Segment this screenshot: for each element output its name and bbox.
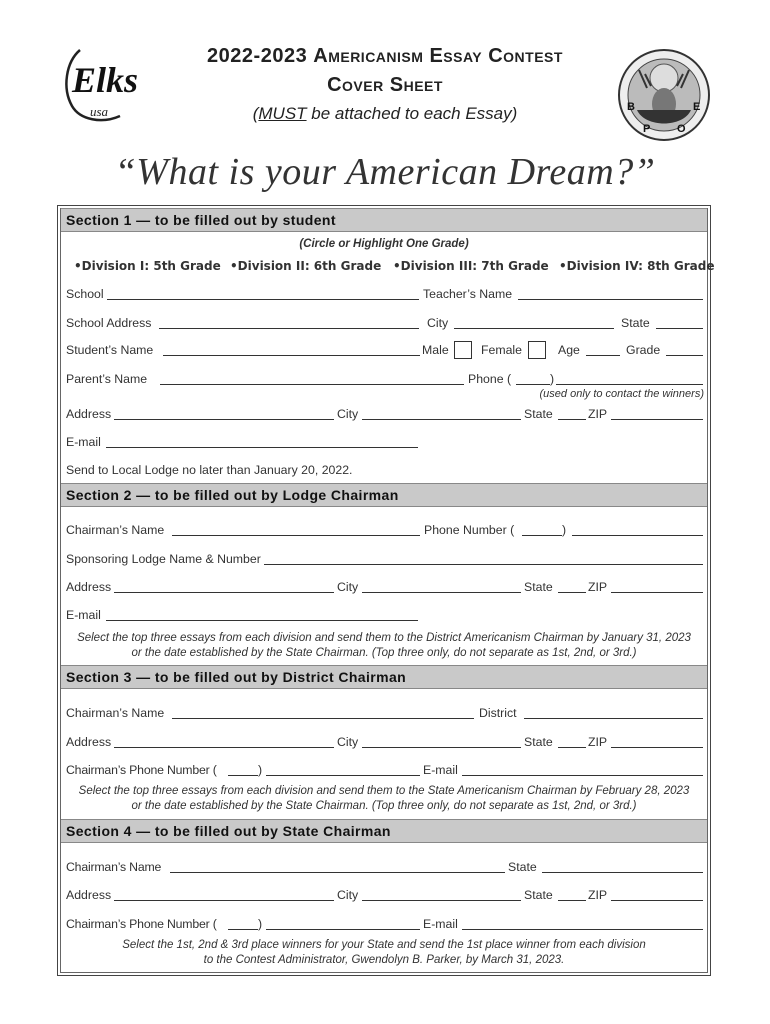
state-chair-phone-label: Chairman’s Phone Number (: [66, 917, 217, 931]
district-email-label: E-mail: [423, 763, 458, 777]
state-label-2: State: [524, 407, 553, 421]
lodge-address-field[interactable]: [114, 592, 334, 593]
district-address-field[interactable]: [114, 747, 334, 748]
phone-close: ): [550, 372, 555, 386]
contact-winners-note: (used only to contact the winners): [539, 388, 704, 400]
district-chairman-label: Chairman’s Name: [66, 706, 165, 720]
lodge-state-field[interactable]: [558, 592, 586, 593]
district-phone-area-field[interactable]: [228, 775, 258, 776]
state-chair-address-label: Address: [66, 888, 112, 902]
state-chair-state-label: State: [524, 888, 553, 902]
teacher-label: Teacher’s Name: [423, 287, 513, 301]
title-line-1: 2022-2023 Americanism Essay Contest: [207, 45, 563, 67]
state-chair-zip-label: ZIP: [588, 888, 608, 902]
seal-letter-o: O: [677, 123, 686, 135]
state-name-field[interactable]: [542, 872, 703, 873]
phone-area-code-field[interactable]: [516, 384, 550, 385]
district-state-label: State: [524, 735, 553, 749]
state-chair-phone-area-field[interactable]: [228, 929, 258, 930]
seal-letter-p: P: [643, 123, 651, 135]
district-phone-close: ): [258, 763, 263, 777]
district-state-field[interactable]: [558, 747, 586, 748]
age-field[interactable]: [586, 355, 620, 356]
district-address-label: Address: [66, 735, 112, 749]
lodge-city-label: City: [337, 580, 359, 594]
district-zip-label: ZIP: [588, 735, 608, 749]
address-field[interactable]: [114, 419, 334, 420]
email-field[interactable]: [106, 447, 418, 448]
seal-letter-b: B: [627, 101, 635, 113]
district-label: District: [479, 706, 517, 720]
state-chair-phone-field[interactable]: [266, 929, 420, 930]
parent-name-label: Parent’s Name: [66, 372, 148, 386]
district-email-field[interactable]: [462, 775, 703, 776]
bpoe-seal: [617, 48, 711, 142]
city-field[interactable]: [454, 328, 614, 329]
lodge-address-label: Address: [66, 580, 112, 594]
division-4-option[interactable]: •Division IV: 8th Grade: [559, 259, 715, 273]
logo-text: Elks: [72, 60, 139, 100]
state-instructions: Select the 1st, 2nd & 3rd place winners for your State and send the 1st place winner from each division to the Contest Administrator, Gwendolyn B. Parker, by March 31, 2023.: [122, 939, 646, 966]
division-1-option[interactable]: •Division I: 5th Grade: [74, 259, 221, 273]
division-row: [66, 257, 715, 275]
student-name-label: Student’s Name: [66, 343, 154, 357]
male-label: Male: [422, 343, 449, 357]
division-2-option[interactable]: •Division II: 6th Grade: [230, 259, 382, 273]
district-city-field[interactable]: [362, 747, 521, 748]
essay-theme: “What is your American Dream?”: [114, 151, 656, 193]
grade-label: Grade: [626, 343, 661, 357]
lodge-state-label: State: [524, 580, 553, 594]
lodge-phone-area-field[interactable]: [522, 535, 562, 536]
male-checkbox[interactable]: [454, 341, 472, 359]
send-note: Send to Local Lodge no later than January 20, 2022.: [66, 463, 353, 477]
state-label: State: [621, 316, 650, 330]
district-instructions: Select the top three essays from each division and send them to the State Americanism Chairman by February 28, 2023 or the date established by the State Chairman. (Top three only, do not separate as 1st, 2nd, or 3rd.): [78, 785, 690, 812]
state-chair-state-field[interactable]: [558, 900, 586, 901]
seal-letter-e: E: [693, 101, 701, 113]
section-2-heading: Section 2 — to be filled out by Lodge Chairman: [61, 483, 707, 507]
lodge-zip-field[interactable]: [611, 592, 703, 593]
circle-grade-note: (Circle or Highlight One Grade): [299, 238, 469, 250]
school-address-field[interactable]: [159, 328, 419, 329]
address-label: Address: [66, 407, 112, 421]
district-chairman-field[interactable]: [172, 718, 474, 719]
grade-field[interactable]: [666, 355, 703, 356]
lodge-instructions: Select the top three essays from each division and send them to the District Americanism Chairman by January 31, 2023 or the date established by the State Chairman. (Top three only, do not separate as 1st, 2nd, or 3rd.): [77, 632, 691, 659]
district-city-label: City: [337, 735, 359, 749]
lodge-city-field[interactable]: [362, 592, 521, 593]
sponsoring-lodge-field[interactable]: [264, 564, 703, 565]
student-name-field[interactable]: [163, 355, 420, 356]
phone-label: Phone (: [468, 372, 512, 386]
age-label: Age: [558, 343, 580, 357]
state-chair-city-field[interactable]: [362, 900, 521, 901]
division-3-option[interactable]: •Division III: 7th Grade: [393, 259, 549, 273]
phone-field[interactable]: [556, 384, 703, 385]
state-chair-email-field[interactable]: [462, 929, 703, 930]
lodge-chairman-label: Chairman’s Name: [66, 523, 165, 537]
school-field[interactable]: [107, 299, 419, 300]
city-field-2[interactable]: [362, 419, 521, 420]
teacher-field[interactable]: [518, 299, 703, 300]
section-3-heading: Section 3 — to be filled out by District Chairman: [61, 665, 707, 689]
city-label-2: City: [337, 407, 359, 421]
state-chairman-field[interactable]: [170, 872, 505, 873]
section-4-heading: Section 4 — to be filled out by State Chairman: [61, 819, 707, 843]
lodge-email-field[interactable]: [106, 620, 418, 621]
state-chairman-label: Chairman’s Name: [66, 860, 162, 874]
title-line-2: Cover Sheet: [327, 74, 443, 96]
state-chair-email-label: E-mail: [423, 917, 458, 931]
parent-name-field[interactable]: [160, 384, 464, 385]
state-chair-zip-field[interactable]: [611, 900, 703, 901]
email-label: E-mail: [66, 435, 101, 449]
lodge-phone-label: Phone Number (: [424, 523, 515, 537]
lodge-chairman-field[interactable]: [172, 535, 420, 536]
sponsoring-lodge-label: Sponsoring Lodge Name & Number: [66, 552, 261, 566]
state-field-2[interactable]: [558, 419, 586, 420]
lodge-zip-label: ZIP: [588, 580, 608, 594]
lodge-email-label: E-mail: [66, 608, 101, 622]
subtitle: (MUST be attached to each Essay): [252, 104, 518, 123]
district-phone-label: Chairman’s Phone Number (: [66, 763, 217, 777]
zip-label: ZIP: [588, 407, 608, 421]
state-chair-address-field[interactable]: [114, 900, 334, 901]
state-chair-phone-close: ): [258, 917, 263, 931]
school-address-label: School Address: [66, 316, 152, 330]
state-chair-city-label: City: [337, 888, 359, 902]
school-label: School: [66, 287, 104, 301]
logo-sub: usa: [90, 104, 109, 119]
lodge-phone-field[interactable]: [572, 535, 703, 536]
lodge-phone-close: ): [562, 523, 567, 537]
female-label: Female: [481, 343, 523, 357]
district-phone-field[interactable]: [266, 775, 420, 776]
section-1-heading: Section 1 — to be filled out by student: [61, 208, 707, 232]
district-zip-field[interactable]: [611, 747, 703, 748]
district-field[interactable]: [524, 718, 703, 719]
state-field[interactable]: [656, 328, 703, 329]
female-checkbox[interactable]: [528, 341, 546, 359]
elks-logo: [58, 40, 142, 124]
zip-field[interactable]: [611, 419, 703, 420]
state-name-label: State: [508, 860, 537, 874]
city-label: City: [427, 316, 449, 330]
